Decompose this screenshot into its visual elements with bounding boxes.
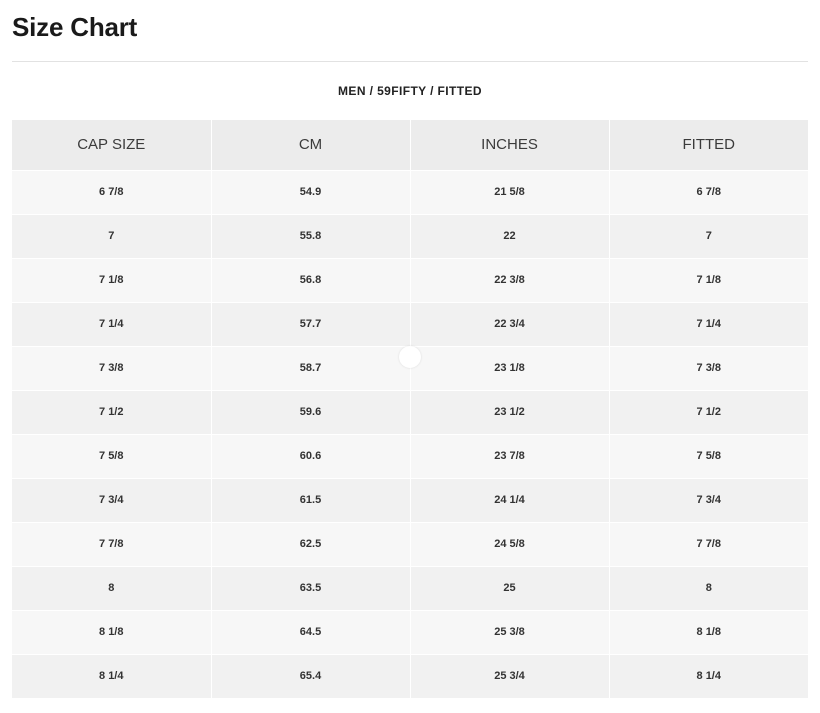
size-table — [12, 120, 808, 699]
cell-inches: 23 1/8 — [410, 347, 609, 391]
cell-cm: 63.5 — [211, 567, 410, 611]
cell-fitted: 7 1/8 — [609, 259, 808, 303]
cell-cm: 56.8 — [211, 259, 410, 303]
cell-inches: 22 3/8 — [410, 259, 609, 303]
column-header-fitted: FITTED — [609, 120, 808, 171]
cell-cap-size: 7 1/8 — [12, 259, 211, 303]
cell-fitted: 7 1/2 — [609, 391, 808, 435]
column-header-cm: CM — [211, 120, 410, 171]
table-row — [12, 655, 808, 699]
cell-cm: 64.5 — [211, 611, 410, 655]
cell-inches: 24 1/4 — [410, 479, 609, 523]
table-row — [12, 303, 808, 347]
column-header-inches: INCHES — [410, 120, 609, 171]
cell-inches: 22 3/4 — [410, 303, 609, 347]
cell-cm: 65.4 — [211, 655, 410, 699]
cell-cm: 62.5 — [211, 523, 410, 567]
cell-cm: 57.7 — [211, 303, 410, 347]
cell-fitted: 7 5/8 — [609, 435, 808, 479]
chart-subtitle: MEN / 59FIFTY / FITTED — [338, 84, 482, 98]
cell-cap-size: 7 — [12, 215, 211, 259]
cell-cap-size: 7 1/4 — [12, 303, 211, 347]
cell-fitted: 8 1/4 — [609, 655, 808, 699]
table-row — [12, 523, 808, 567]
cell-cm: 61.5 — [211, 479, 410, 523]
table-header-row — [12, 120, 808, 171]
cell-cm: 60.6 — [211, 435, 410, 479]
cell-fitted: 8 1/8 — [609, 611, 808, 655]
cell-cap-size: 7 7/8 — [12, 523, 211, 567]
cell-cap-size: 8 1/8 — [12, 611, 211, 655]
cell-cap-size: 8 1/4 — [12, 655, 211, 699]
size-chart-page — [0, 12, 820, 699]
cell-fitted: 7 7/8 — [609, 523, 808, 567]
cell-fitted: 6 7/8 — [609, 171, 808, 215]
cell-inches: 23 1/2 — [410, 391, 609, 435]
cell-inches: 23 7/8 — [410, 435, 609, 479]
cell-cap-size: 6 7/8 — [12, 171, 211, 215]
cell-fitted: 7 1/4 — [609, 303, 808, 347]
cell-fitted: 8 — [609, 567, 808, 611]
loading-spinner-icon — [399, 346, 421, 368]
cell-fitted: 7 — [609, 215, 808, 259]
size-table-wrapper — [12, 120, 808, 699]
cell-cap-size: 8 — [12, 567, 211, 611]
cell-inches: 25 3/8 — [410, 611, 609, 655]
table-row — [12, 259, 808, 303]
cell-fitted: 7 3/4 — [609, 479, 808, 523]
size-table-body — [12, 171, 808, 699]
cell-cm: 58.7 — [211, 347, 410, 391]
table-row — [12, 567, 808, 611]
cell-cm: 59.6 — [211, 391, 410, 435]
cell-cm: 54.9 — [211, 171, 410, 215]
table-row — [12, 171, 808, 215]
cell-inches: 25 — [410, 567, 609, 611]
cell-cap-size: 7 1/2 — [12, 391, 211, 435]
title-divider — [12, 61, 808, 62]
cell-cm: 55.8 — [211, 215, 410, 259]
cell-inches: 24 5/8 — [410, 523, 609, 567]
table-row — [12, 435, 808, 479]
table-row — [12, 611, 808, 655]
cell-cap-size: 7 3/4 — [12, 479, 211, 523]
column-header-cap-size: CAP SIZE — [12, 120, 211, 171]
table-row — [12, 479, 808, 523]
table-row — [12, 215, 808, 259]
cell-fitted: 7 3/8 — [609, 347, 808, 391]
page-title: Size Chart — [12, 12, 138, 42]
cell-cap-size: 7 5/8 — [12, 435, 211, 479]
cell-inches: 25 3/4 — [410, 655, 609, 699]
table-row — [12, 391, 808, 435]
cell-cap-size: 7 3/8 — [12, 347, 211, 391]
size-table-head — [12, 120, 808, 171]
cell-inches: 22 — [410, 215, 609, 259]
cell-inches: 21 5/8 — [410, 171, 609, 215]
